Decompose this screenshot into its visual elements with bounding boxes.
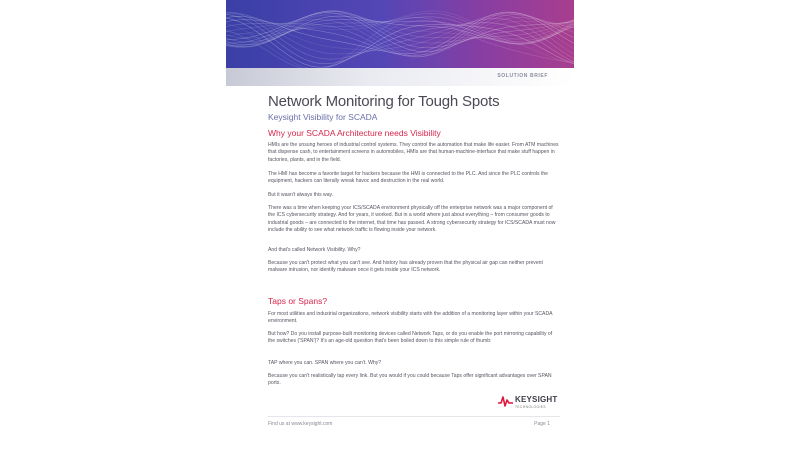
paragraph: But how? Do you install purpose-built monitoring devices called Network Taps, or do you enable the port mirroring capability of the switches ('SPAN')? It's an age-old question that's been boiled down to this simple rule of thumb: xyxy=(268,331,553,345)
paragraph: Because you can't realistically tap every link. But you would if you could because Taps offer significant advantages over SPAN ports. xyxy=(268,373,552,387)
paragraph: And that's called Network Visibility. Why? xyxy=(268,247,361,253)
logo-wordmark: KEYSIGHT xyxy=(515,395,558,404)
doc-type-label: SOLUTION BRIEF xyxy=(497,73,548,79)
paragraph: The HMI has become a favorite target for hackers because the HMI is connected to the PLC. And since the PLC controls the equipment, hackers can literally wreak havoc and destruction in the real world. xyxy=(268,171,549,185)
paragraph: But it wasn't always this way. xyxy=(268,192,334,198)
footer-divider xyxy=(268,416,560,417)
keysight-logo xyxy=(498,394,568,414)
footer-website: Find us at www.keysight.com xyxy=(268,421,333,427)
hero-banner xyxy=(226,0,574,68)
document-page xyxy=(226,0,574,450)
paragraph: Because you can't protect what you can't see. And history has already proven that the physical air gap can neither prevent malware intrusion, nor identify malware once it gets inside your ICS network. xyxy=(268,260,543,274)
page-title: Network Monitoring for Tough Spots xyxy=(268,93,500,110)
paragraph: For most utilities and industrial organizations, network visibility starts with the addition of a monitoring layer within your SCADA environment. xyxy=(268,311,553,325)
logo-tagline: TECHNOLOGIES xyxy=(515,405,546,409)
page-subtitle: Keysight Visibility for SCADA xyxy=(268,112,378,122)
wave-pattern-graphic xyxy=(226,0,574,68)
paragraph: HMIs are the unsung heroes of industrial control systems. They control the automation that make life easier. From ATM machines that dispense cash, to entertainment screens in automobiles, HMIs are that human-machine-interface that make stuff happen in factories, plants, and in the field. xyxy=(268,142,559,163)
section-heading-visibility: Why your SCADA Architecture needs Visibility xyxy=(268,128,441,138)
page-number: Page 1 xyxy=(534,421,550,427)
paragraph: There was a time when keeping your ICS/SCADA environment physically off the enterprise network was a major component of the ICS cybersecurity strategy. And for years, it worked. But in a world where just about everything – from consumer goods to industrial goods – are connected to the internet, that time has passed. A strong cybersecurity strategy for ICS/SCADA must now include the ability to see what network traffic is flowing inside your network. xyxy=(268,205,556,234)
paragraph: TAP where you can. SPAN where you can't. Why? xyxy=(268,360,382,366)
keysight-wave-icon xyxy=(498,395,513,407)
section-heading-taps: Taps or Spans? xyxy=(268,296,328,306)
